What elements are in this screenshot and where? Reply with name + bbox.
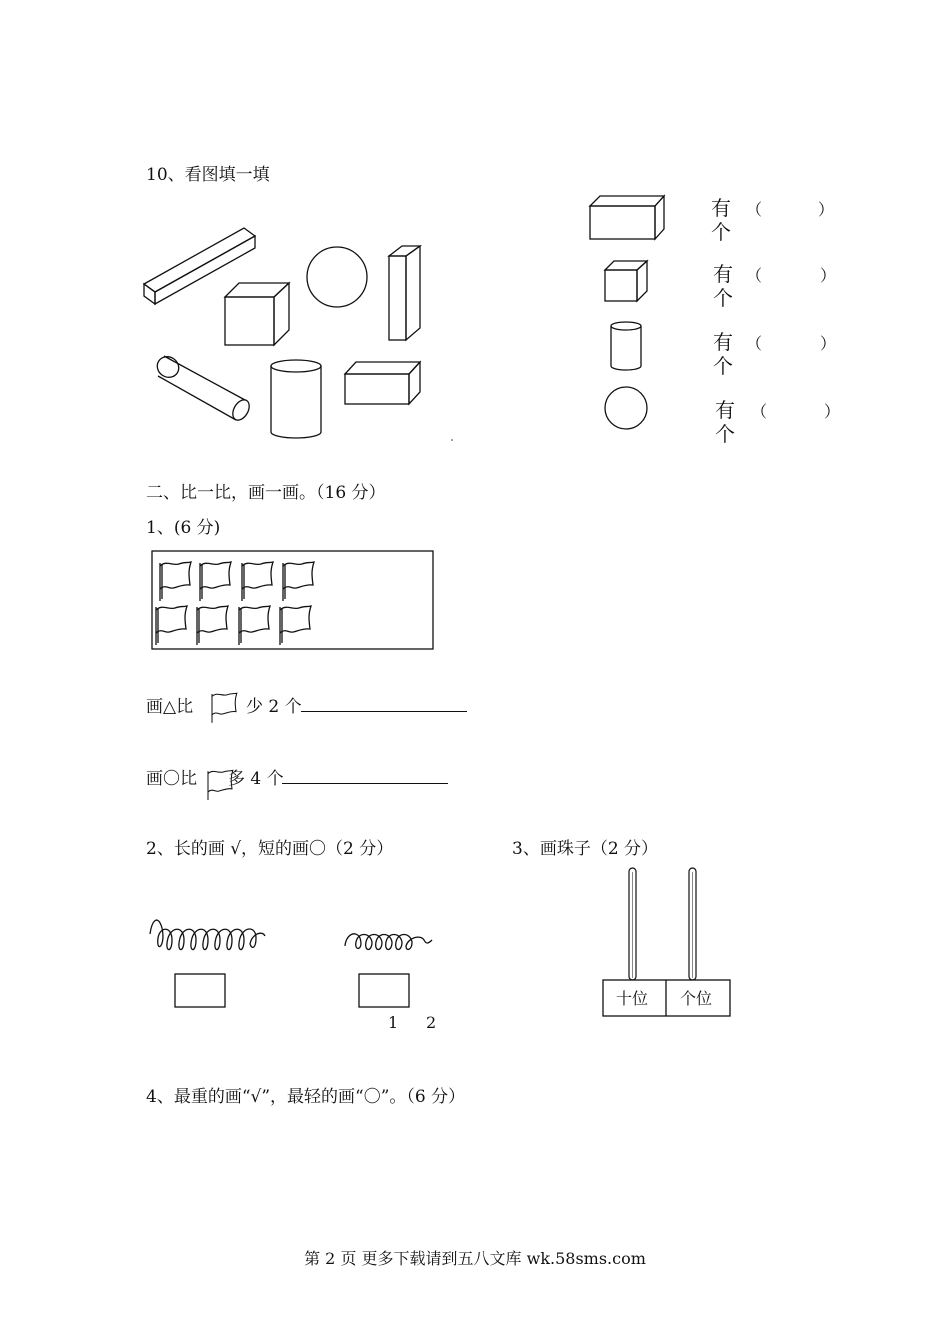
answer-paren-close: ）: [820, 334, 837, 353]
answer-paren-close: ）: [824, 402, 841, 421]
answer-row-1: 有 个: [711, 196, 731, 244]
q1-label: 1、(6 分): [146, 518, 221, 538]
q1-line-1-post: 少 2 个: [246, 697, 302, 717]
answer-row-2: 有 个: [713, 262, 733, 310]
tens-place-label: 十位: [616, 989, 649, 1008]
q1-line-1: 画△比: [146, 697, 194, 717]
long-spring-icon: [150, 920, 265, 950]
q10-title: 10、看图填一填: [146, 165, 270, 185]
q2-label: 2、长的画 √，短的画〇（2 分）: [146, 839, 394, 859]
answer-box-short: [359, 974, 409, 1007]
number-2: 2: [426, 1013, 437, 1032]
answer-paren-open: （: [746, 200, 763, 219]
answer-paren-close: ）: [818, 200, 835, 219]
short-spring-icon: [345, 934, 432, 950]
answer-paren-close: ）: [820, 266, 837, 285]
section-2-title: 二、比一比，画一画。（16 分）: [146, 483, 386, 503]
q1-line-2-post: 多 4 个: [228, 769, 284, 789]
answer-paren-open: （: [746, 334, 763, 353]
q3-label: 3、画珠子（2 分）: [512, 839, 659, 859]
q1-line-2: 画〇比: [146, 769, 197, 789]
answer-row-4: 有 个: [715, 398, 735, 446]
q4-label: 4、最重的画“√”，最轻的画“〇”。（6 分）: [146, 1087, 466, 1107]
number-1: 1: [388, 1013, 399, 1032]
page-footer: 第 2 页 更多下载请到五八文库 wk.58sms.com: [304, 1249, 646, 1268]
answer-row-3: 有 个: [713, 330, 733, 378]
answer-paren-open: （: [746, 266, 763, 285]
answer-box-long: [175, 974, 225, 1007]
ones-place-label: 个位: [680, 989, 713, 1008]
answer-paren-open: （: [751, 402, 768, 421]
